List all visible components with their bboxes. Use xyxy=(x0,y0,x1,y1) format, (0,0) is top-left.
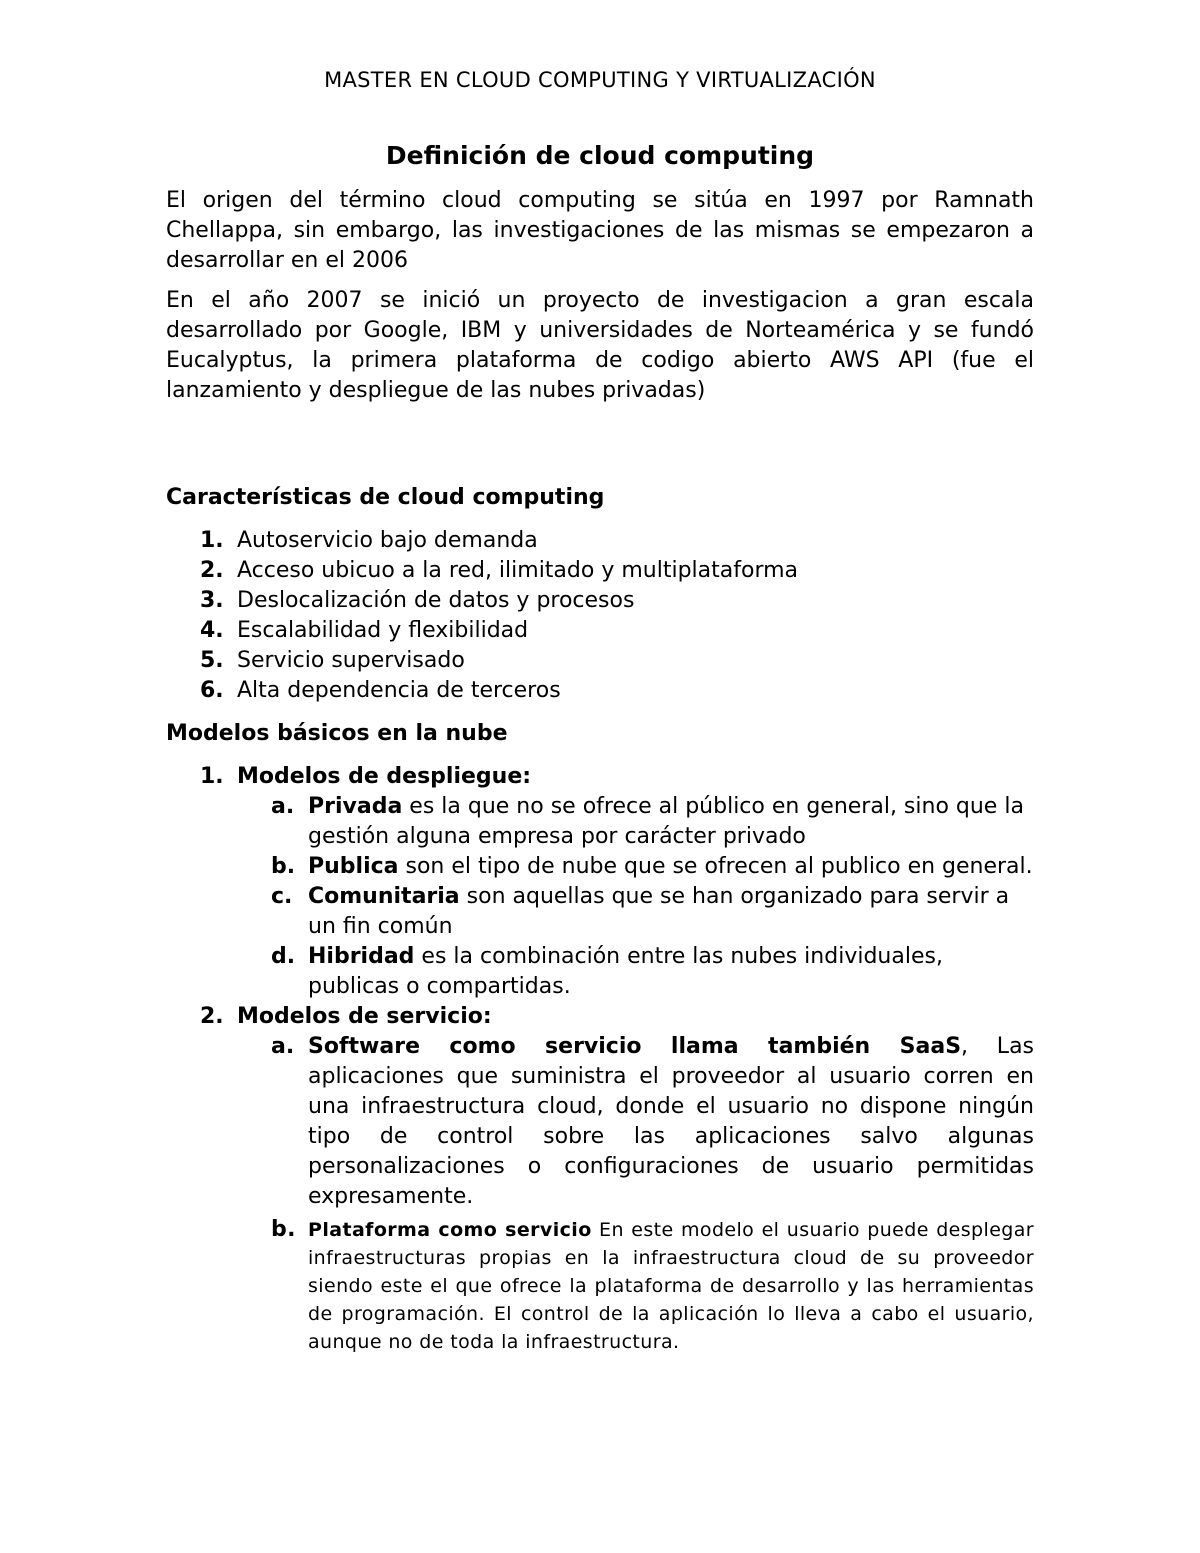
models-list xyxy=(166,762,1034,1356)
models-heading: Modelos básicos en la nube xyxy=(166,721,508,746)
list-item: b. Publica son el tipo de nube que se ofrecen al publico en general. xyxy=(271,854,1033,879)
paragraph-origin: El origen del término cloud computing se sitúa en 1997 por Ramnath Chellappa, sin embargo, las investigaciones de las mismas se empezaron a desarrollar en el 2006 xyxy=(166,188,1034,273)
list-item: 6. Alta dependencia de terceros xyxy=(200,678,561,703)
list-item: 2. Acceso ubicuo a la red, ilimitado y multiplataforma xyxy=(200,558,799,583)
characteristics-list xyxy=(166,526,1034,706)
list-item: b. Plataforma como servicio En este modelo el usuario puede desplegar infraestructuras propias en la infraestructura cloud de su proveedor siendo este el que ofrece la plataforma de desarrollo y las herramientas de programación. El control de la aplicación lo lleva a cabo el usuario, aunque no de toda la infraestructura. xyxy=(271,1217,1035,1353)
paragraph-history: En el año 2007 se inició un proyecto de investigacion a gran escala desarrollado por Google, IBM y universidades de Norteamérica y se fundó Eucalyptus, la primera plataforma de codigo abierto AWS API (fue el lanzamiento y despliegue de las nubes privadas) xyxy=(166,288,1034,403)
deployment-sublist xyxy=(237,792,1034,1002)
document-header: MASTER EN CLOUD COMPUTING Y VIRTUALIZACIÓN xyxy=(324,68,876,92)
list-item: 3. Deslocalización de datos y procesos xyxy=(200,588,635,613)
list-item: a. Privada es la que no se ofrece al público en general, sino que la gestión alguna empresa por carácter privado xyxy=(271,794,1024,849)
page-title: Definición de cloud computing xyxy=(385,141,815,170)
list-item: c. Comunitaria son aquellas que se han organizado para servir a un fin común xyxy=(271,884,1010,939)
document-body xyxy=(166,138,1034,1360)
list-item: 4. Escalabilidad y flexibilidad xyxy=(200,618,529,643)
list-item: a. Software como servicio llama también SaaS, Las aplicaciones que suministra el proveedor al usuario corren en una infraestructura cloud, donde el usuario no dispone ningún tipo de control sobre las aplicaciones salvo algunas personalizaciones o configuraciones de usuario permitidas expresamente. xyxy=(271,1034,1035,1209)
characteristics-heading: Características de cloud computing xyxy=(166,485,605,510)
service-sublist xyxy=(237,1032,1034,1356)
list-item: d. Hibridad es la combinación entre las nubes individuales, publicas o compartidas. xyxy=(271,944,943,999)
list-item: 1. Autoservicio bajo demanda xyxy=(200,528,538,553)
list-item-service: 2. Modelos de servicio: a. Software como servicio llama también SaaS, Las aplicaciones que suministra el proveedor al usuario corren en una infraestructura cloud, donde el usuario no dispone ningún tipo de control sobre las aplicaciones salvo algunas personalizaciones o configuraciones de usuario permitidas expresamente. b. Plataforma como servicio En este modelo el usuario puede desplegar infraestructuras propias en la infraestructura cloud de su proveedor siendo este el que ofrece la plataforma de desarrollo y las herramientas de programación. El control de la aplicación lo lleva a cabo el usuario, aunque no de toda la infraestructura. xyxy=(166,1002,1034,1356)
list-item: 5. Servicio supervisado xyxy=(200,648,465,673)
list-item-deployment: 1. Modelos de despliegue: a. Privada es la que no se ofrece al público en general, sino que la gestión alguna empresa por carácter privado b. Publica son el tipo de nube que se ofrecen al publico en general. c. Comunitaria son aquellas que se han organizado para servir a un fin común d. Hibridad es la combinación entre las nubes individuales, publicas o compartidas. xyxy=(166,762,1034,1002)
